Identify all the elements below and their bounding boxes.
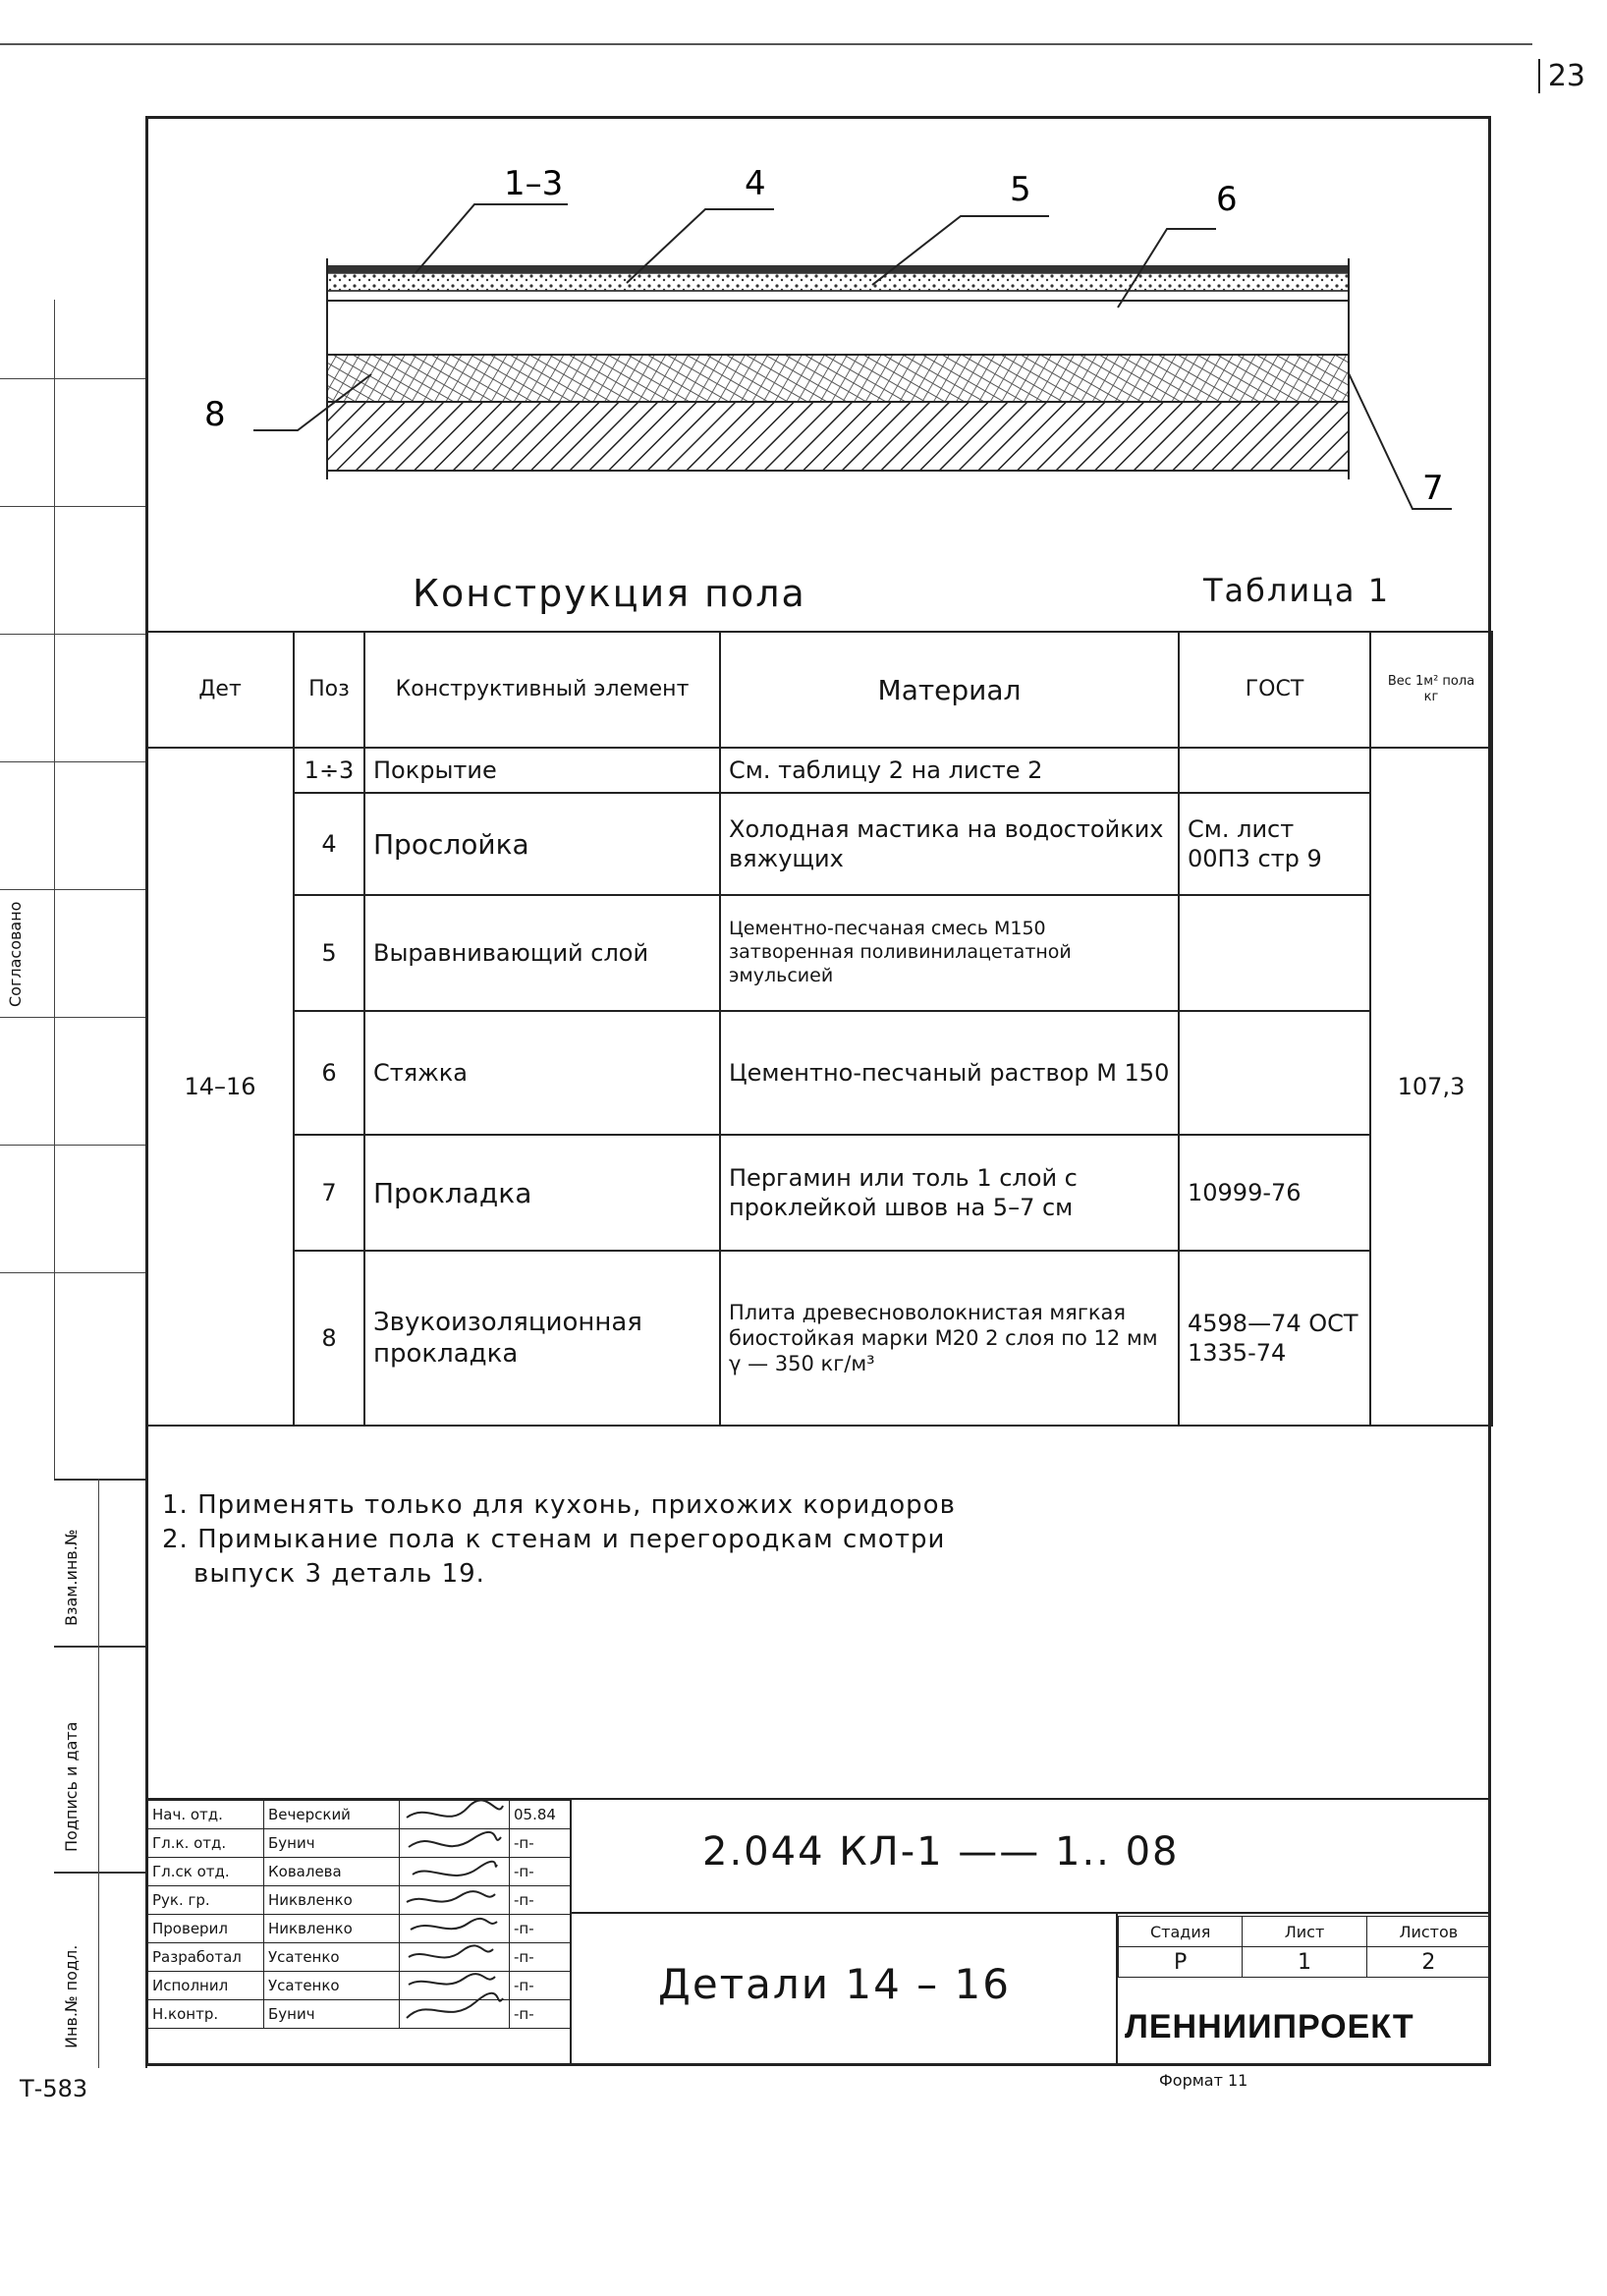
table-title: Конструкция пола (413, 572, 806, 615)
signature-row: Н.контр. Бунич -п- (148, 2000, 571, 2029)
sign-date-label: Подпись и дата (62, 1721, 81, 1852)
header-weight: Вес 1м² пола кг (1370, 632, 1492, 748)
row-material: Цементно-песчаный раствор М 150 (720, 1011, 1179, 1135)
row-pos: 7 (294, 1135, 364, 1251)
table-number: Таблица 1 (1203, 572, 1391, 609)
table-row (146, 1135, 1492, 1251)
table-row (146, 1251, 1492, 1426)
callout-8: 8 (204, 395, 226, 434)
sheet-title: Детали 14 – 16 (658, 1960, 1011, 2008)
signature-row: Исполнил Усатенко -п- (148, 1972, 571, 2000)
signature-row: Проверил Никвленко -п- (148, 1915, 571, 1943)
signature-row: Нач. отд. Вечерский 05.84 (148, 1801, 571, 1829)
format-label: Формат 11 (1159, 2071, 1248, 2090)
note-2: 2. Примыкание пола к стенам и перегородкам смотри (162, 1525, 946, 1555)
stage-label: Стадия (1119, 1917, 1243, 1947)
row-material: Холодная мастика на водостойких вяжущих (720, 793, 1179, 895)
row-material: См. таблицу 2 на листе 2 (720, 748, 1179, 793)
row-gost: 10999-76 (1179, 1135, 1370, 1251)
row-pos: 4 (294, 793, 364, 895)
row-gost: См. лист 00П3 стр 9 (1179, 793, 1370, 895)
layer-slab (327, 402, 1349, 471)
floor-construction-table (145, 631, 1493, 1427)
layer-leveling (327, 291, 1349, 301)
row-gost (1179, 1011, 1370, 1135)
side-strip-lower (54, 1479, 147, 2068)
callout-7: 7 (1422, 469, 1444, 508)
row-element: Прослойка (364, 793, 720, 895)
row-pos: 8 (294, 1251, 364, 1426)
row-element: Прокладка (364, 1135, 720, 1251)
table-header-row (146, 632, 1492, 748)
organization-name: ЛЕННИИПРОЕКТ (1125, 2008, 1414, 2045)
note-1: 1. Применять только для кухонь, прихожих коридоров (162, 1490, 956, 1520)
inventory-number: Т-583 (20, 2075, 88, 2102)
header-gost: ГОСТ (1179, 632, 1370, 748)
row-pos: 6 (294, 1011, 364, 1135)
det-value: 14–16 (146, 748, 294, 1426)
table-row (146, 895, 1492, 1011)
stage-table (1118, 1916, 1491, 1978)
top-rule (0, 43, 1532, 45)
stage-value: Р (1119, 1947, 1243, 1978)
row-gost (1179, 895, 1370, 1011)
notes (162, 1488, 956, 1592)
header-element: Конструктивный элемент (364, 632, 720, 748)
table-row (146, 748, 1492, 793)
approved-label: Согласовано (6, 901, 25, 1007)
callout-6: 6 (1216, 180, 1238, 219)
signature-row: Рук. гр. Никвленко -п- (148, 1886, 571, 1915)
layer-soundproof (327, 355, 1349, 402)
row-pos: 5 (294, 895, 364, 1011)
row-gost (1179, 748, 1370, 793)
callout-5: 5 (1010, 170, 1031, 209)
header-pos: Поз (294, 632, 364, 748)
row-pos: 1÷3 (294, 748, 364, 793)
header-material: Материал (720, 632, 1179, 748)
side-strip-upper (0, 300, 147, 1479)
signature-row: Гл.к. отд. Бунич -п- (148, 1829, 571, 1858)
callout-1-3: 1–3 (504, 164, 564, 203)
row-element: Выравнивающий слой (364, 895, 720, 1011)
sheet-number: 23 (1538, 59, 1585, 93)
floor-section-diagram (145, 116, 1491, 578)
row-element: Звукоизоляционная прокладка (364, 1251, 720, 1426)
table-row (146, 793, 1492, 895)
signature-row: Гл.ск отд. Ковалева -п- (148, 1858, 571, 1886)
sheet-value: 1 (1243, 1947, 1366, 1978)
sheets-value: 2 (1366, 1947, 1490, 1978)
signature-scribbles (399, 1800, 509, 2028)
row-material: Цементно-песчаная смесь М150 затворенная поливинилацетатной эмульсией (720, 895, 1179, 1011)
row-material: Плита древесноволокнистая мягкая биостойкая марки М20 2 слоя по 12 мм γ — 350 кг/м³ (720, 1251, 1179, 1426)
sheets-label: Листов (1366, 1917, 1490, 1947)
weight-value: 107,3 (1370, 748, 1492, 1426)
row-element: Стяжка (364, 1011, 720, 1135)
doc-code: 2.044 КЛ-1 —— 1.. 08 (702, 1829, 1180, 1875)
header-det: Дет (146, 632, 294, 748)
layer-coating (327, 265, 1349, 273)
row-gost: 4598—74 ОСТ 1335-74 (1179, 1251, 1370, 1426)
layer-screed (327, 301, 1349, 355)
signature-row: Разработал Усатенко -п- (148, 1943, 571, 1972)
inv-orig-label: Инв.№ подл. (62, 1944, 81, 2048)
row-element: Покрытие (364, 748, 720, 793)
row-material: Пергамин или толь 1 слой с проклейкой швов на 5–7 см (720, 1135, 1179, 1251)
callout-4: 4 (745, 164, 766, 203)
note-2-cont: выпуск 3 деталь 19. (194, 1559, 485, 1590)
layer-mastic (327, 273, 1349, 291)
table-row (146, 1011, 1492, 1135)
inv-replace-label: Взам.инв.№ (62, 1529, 81, 1626)
sheet-label: Лист (1243, 1917, 1366, 1947)
